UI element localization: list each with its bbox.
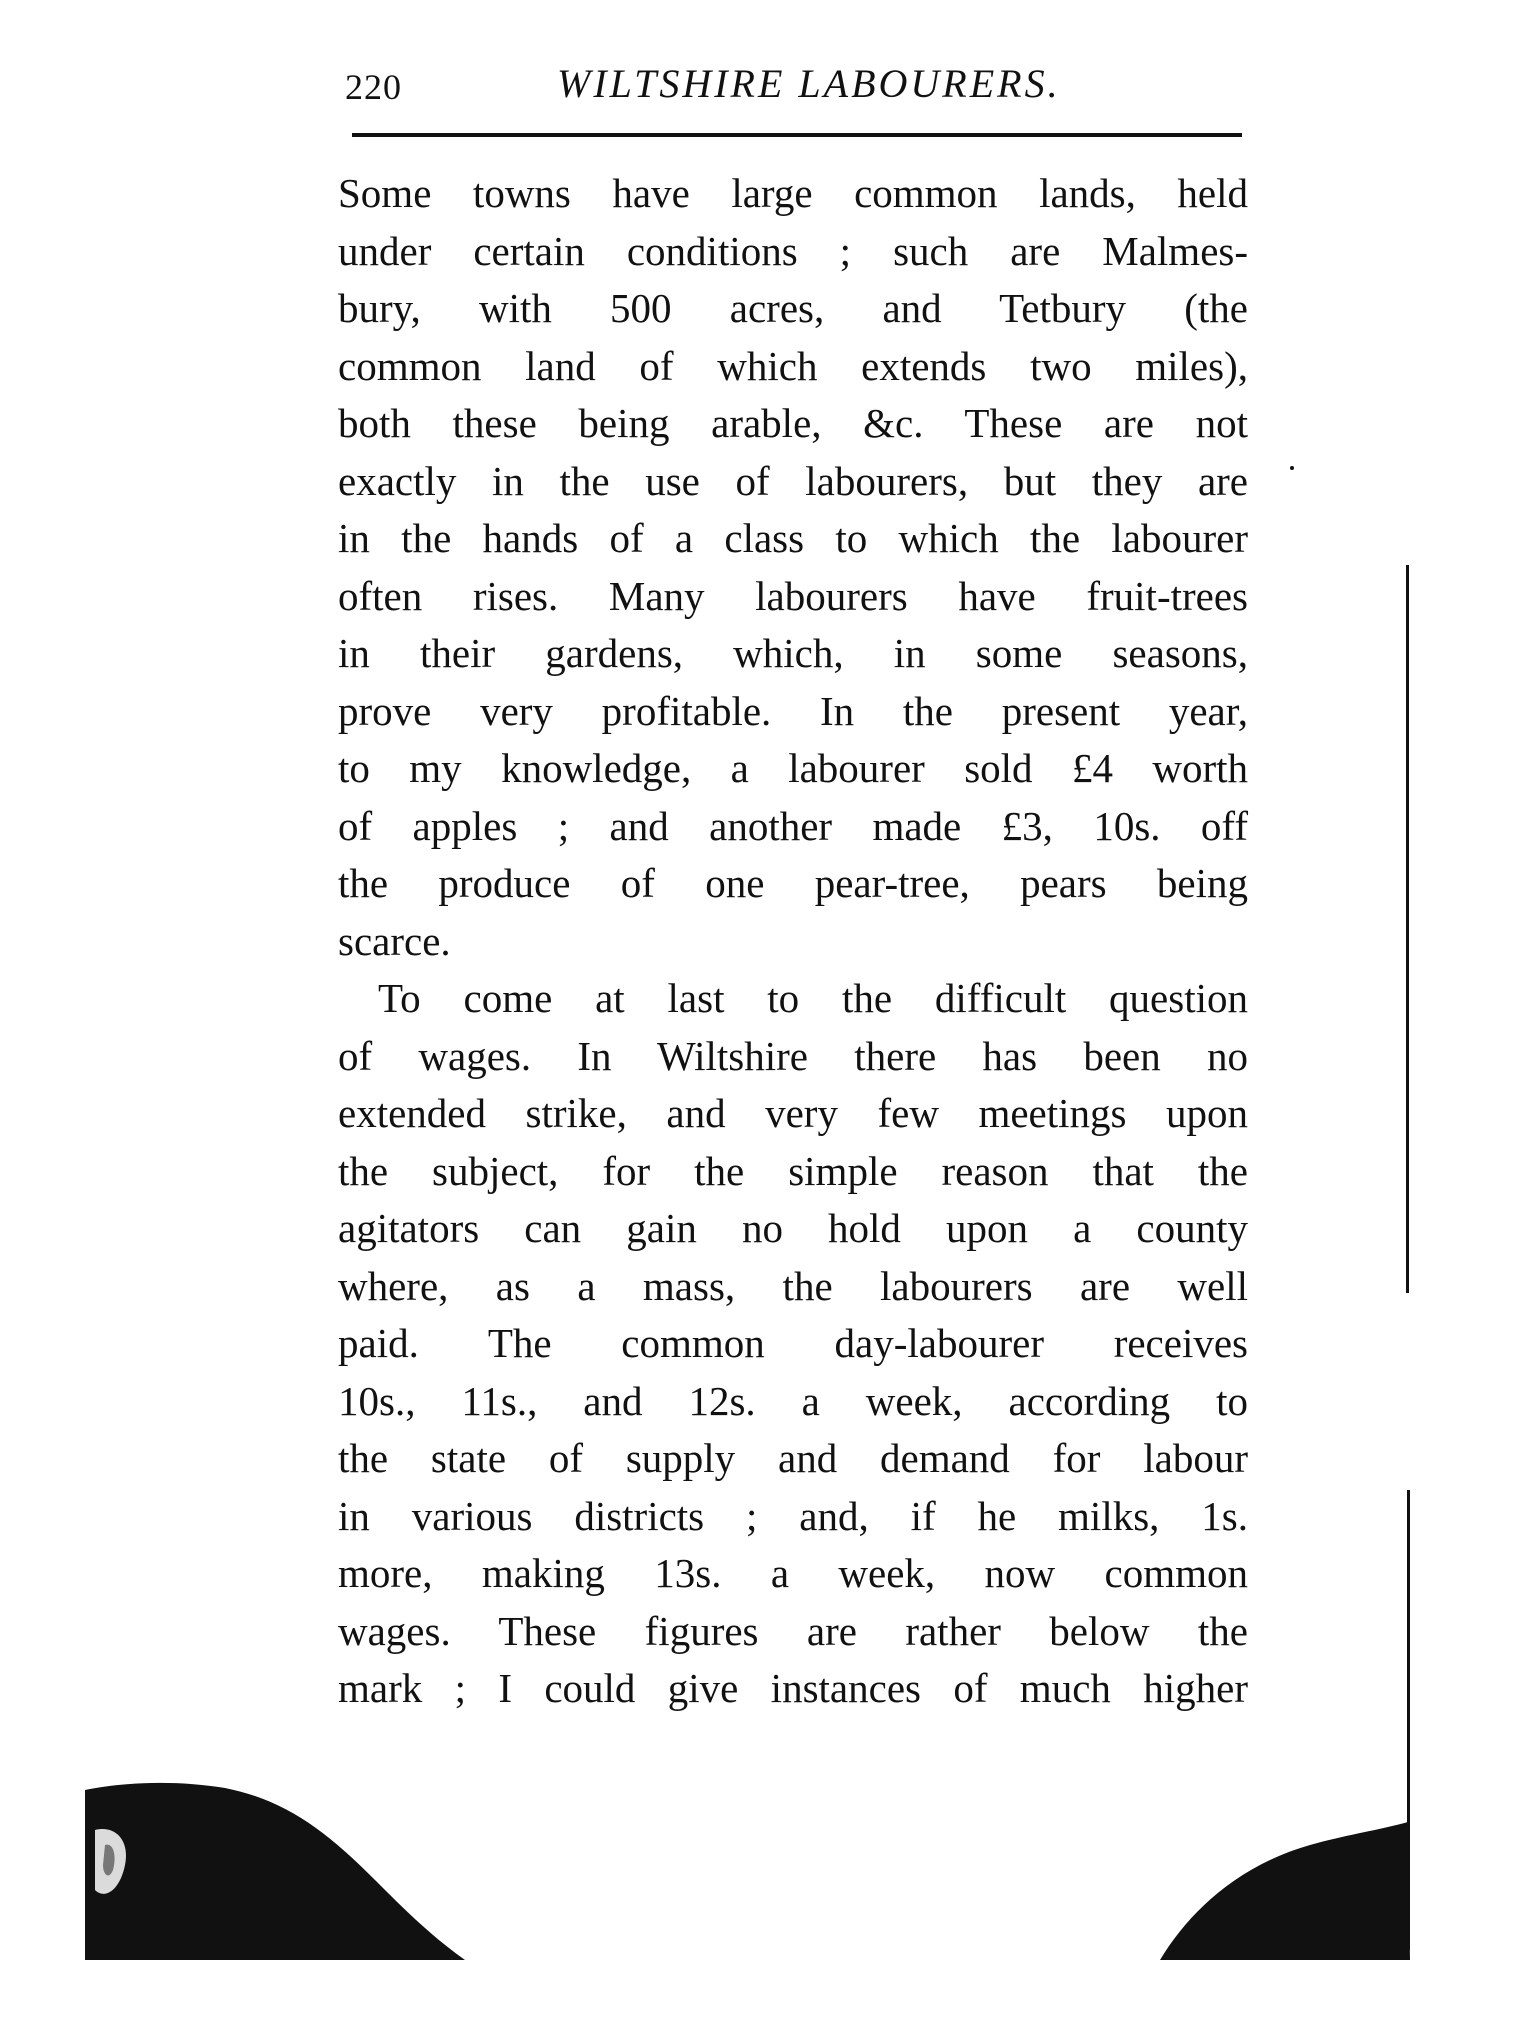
text-line: to my knowledge, a labourer sold £4 worth <box>338 745 1248 791</box>
header-rule <box>352 133 1242 137</box>
text-line: of wages. In Wiltshire there has been no <box>338 1032 1248 1079</box>
paragraph-1 <box>338 165 1248 970</box>
text-line: both these being arable, &c. These are not <box>338 400 1248 446</box>
page-edge-line-upper <box>1406 565 1409 1293</box>
text-line: of apples ; and another made £3, 10s. off <box>338 802 1248 849</box>
text-line: often rises. Many labourers have fruit-trees <box>338 572 1248 619</box>
text-line: To come at last to the difficult question <box>378 975 1248 1021</box>
stray-ink-dot <box>1290 466 1294 470</box>
text-line: wages. These figures are rather below the <box>338 1607 1248 1654</box>
text-line: the subject, for the simple reason that the <box>338 1147 1248 1194</box>
text-line: paid. The common day-labourer receives <box>338 1320 1248 1366</box>
text-line: in their gardens, which, in some seasons, <box>338 630 1248 676</box>
text-line: scarce. <box>338 917 451 964</box>
text-line: under certain conditions ; such are Malmes- <box>338 227 1248 274</box>
text-line: in the hands of a class to which the labourer <box>338 515 1248 561</box>
text-line: the state of supply and demand for labour <box>338 1435 1248 1481</box>
text-line: agitators can gain no hold upon a county <box>338 1205 1248 1251</box>
text-line: where, as a mass, the labourers are well <box>338 1262 1248 1309</box>
running-title: WILTSHIRE LABOURERS. <box>557 61 1061 106</box>
page-number: 220 <box>345 67 402 107</box>
text-line: prove very profitable. In the present year, <box>338 687 1248 734</box>
text-line: 10s., 11s., and 12s. a week, according to <box>338 1377 1248 1424</box>
text-line: in various districts ; and, if he milks, 1s. <box>338 1492 1248 1539</box>
paragraph-2 <box>338 970 1248 1718</box>
text-line: more, making 13s. a week, now common <box>338 1550 1248 1596</box>
text-line: exactly in the use of labourers, but they are <box>338 457 1248 504</box>
text-line: common land of which extends two miles), <box>338 342 1248 389</box>
text-line: bury, with 500 acres, and Tetbury (the <box>338 285 1248 331</box>
text-line: extended strike, and very few meetings upon <box>338 1090 1248 1136</box>
scan-shadow-right <box>1160 1800 1420 1960</box>
body-text <box>338 165 1248 1718</box>
text-line: mark ; I could give instances of much higher <box>338 1665 1248 1711</box>
text-line: the produce of one pear-tree, pears being <box>338 860 1248 906</box>
scan-shadow-left <box>85 1770 485 1960</box>
text-line: Some towns have large common lands, held <box>338 170 1248 216</box>
page-header <box>345 60 1245 120</box>
